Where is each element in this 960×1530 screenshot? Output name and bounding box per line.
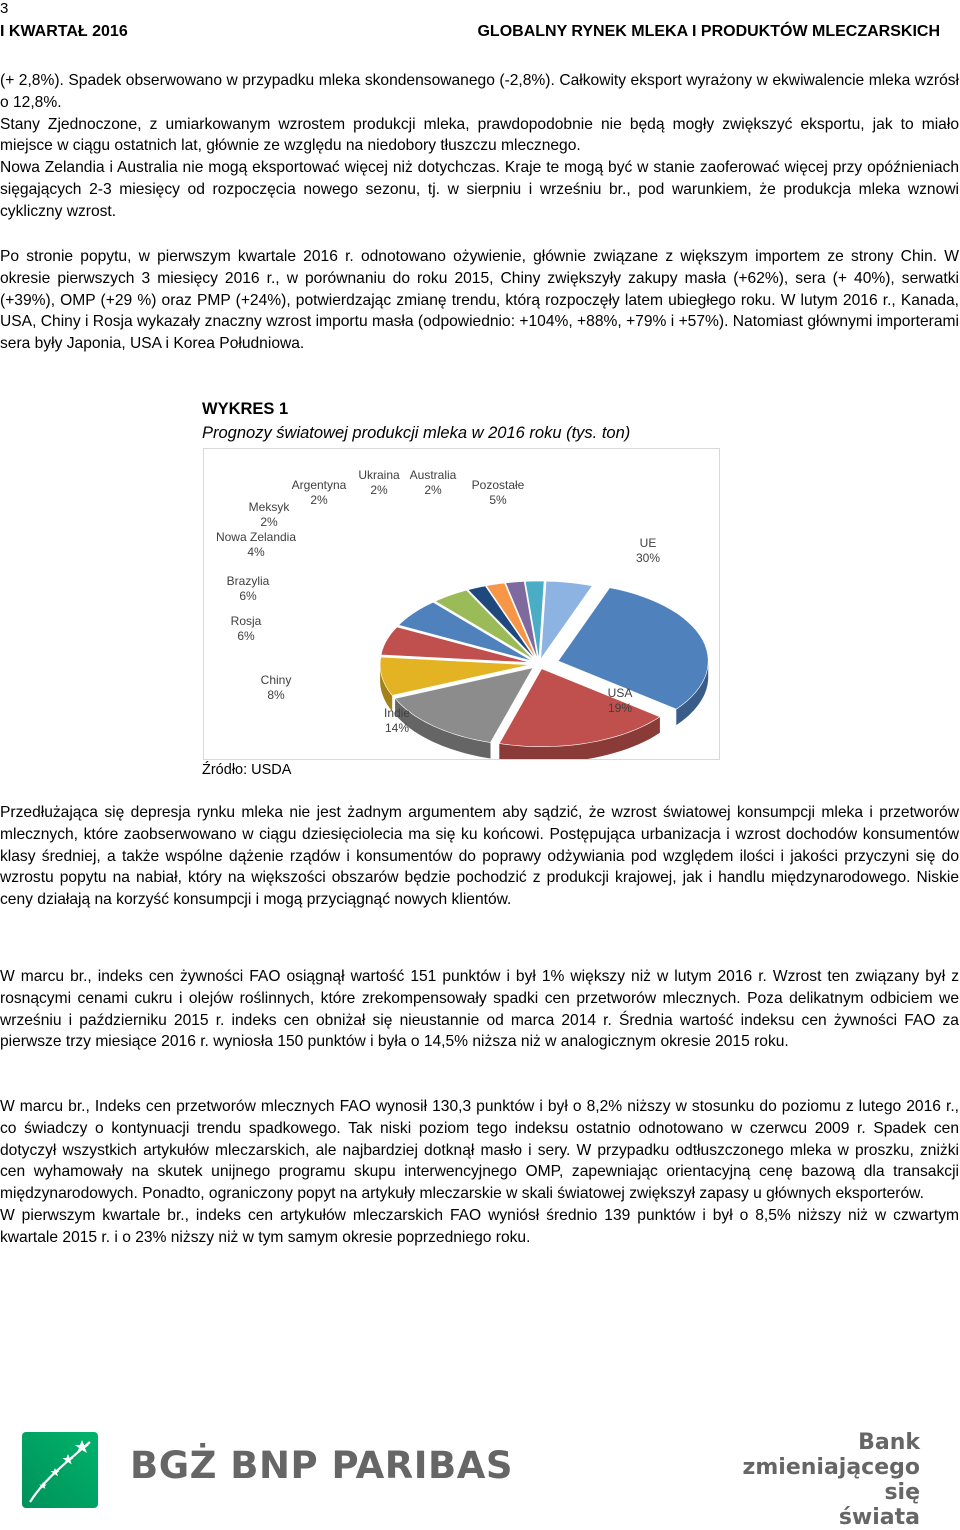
paragraph: Stany Zjednoczone, z umiarkowanym wzrostem produkcji mleka, prawdopodobnie nie będą mogły zwiększyć eksportu, jak to miało miejsce w ciągu ostatnich lat, głównie ze względu na niedobory tłuszczu mlecznego.: [0, 115, 959, 155]
slice-label: Australia: [409, 468, 457, 482]
slogan-line: zmieniającego się: [742, 1455, 920, 1505]
bank-logo: [22, 1432, 514, 1506]
slice-label: Chiny: [260, 673, 292, 687]
paragraph: W marcu br., Indeks cen przetworów mlecznych FAO wynosił 130,3 punktów i był o 8,2% niższy w stosunku do poziomu z lutego 2016 r., co świadczy o kontynuacji trendu spadkowego. Tak niski poziom tego indeksu ostatnio odnotowano w czerwcu 2009 r. Spadek cen dotyczył wszystkich artykułów mleczarskich, ale najbardziej dotknął masło i sery. W przypadku odtłuszczonego mleka w proszku, zniżki cen wyhamowały na skutek unijnego programu skupu interwencyjnego OMP, zapewniając orientacyjną cenę bazową dla transakcji międzynarodowych. Ponadto, ograniczony popyt na artykuły mleczarskie w skali światowej zwiększył zapasy u głównych eksporterów.: [0, 1098, 959, 1203]
slice-percent-label: 2%: [370, 483, 388, 497]
paragraph: (+ 2,8%). Spadek obserwowano w przypadku mleka skondensowanego (-2,8%). Całkowity eksport wyrażony w ekwiwalencie mleka wzrósł o 12,8%.: [0, 72, 959, 111]
paragraph: W marcu br., indeks cen żywności FAO osiągnął wartość 151 punktów i był 1% większy niż w lutym 2016 r. Wzrost ten związany był z rosnącymi cenami cukru i olejów roślinnych, które zrekompensowały spadki cen przetworów mlecznych. Poza delikatnym odbiciem we wrześniu i październiku 2015 r. indeks cen obniżał się nieustannie od marca 2014 r. Średnia wartość indeksu cen żywności FAO za pierwsze trzy miesiące 2016 r. wyniosła 150 punktów i była o 14,5% niższa niż w analogicznym okresie 2015 roku.: [0, 968, 959, 1051]
slice-label: UE: [639, 536, 657, 550]
consumption-text: [0, 802, 959, 911]
slice-label: Nowa Zelandia: [215, 530, 297, 544]
slice-percent-label: 6%: [237, 629, 255, 643]
figure-source: Źródło: USDA: [202, 762, 292, 778]
demand-text: [0, 246, 959, 355]
slice-label: Rosja: [230, 614, 262, 628]
slice-label: Argentyna: [291, 478, 347, 492]
slice-percent-label: 2%: [310, 493, 328, 507]
slice-percent-label: 2%: [424, 483, 442, 497]
bank-name: BGŻ BNP PARIBAS: [130, 1444, 514, 1487]
fao-dairy-index-text: [0, 1096, 959, 1249]
figure-caption: Prognozy światowej produkcji mleka w 2016 roku (tys. ton): [202, 424, 631, 442]
bank-slogan: [700, 1430, 920, 1530]
paragraph: W pierwszym kwartale br., indeks cen artykułów mleczarskich FAO wyniósł średnio 139 punktów i był o 8,5% niższy niż w czwartym kwartale 2015 r. i o 23% niższy niż w tym samym okresie poprzedniego roku.: [0, 1206, 959, 1246]
pie-chart-svg: [204, 449, 719, 759]
slice-percent-label: 2%: [260, 515, 278, 529]
slice-label: USA: [607, 686, 633, 700]
slice-percent-label: 30%: [635, 551, 661, 565]
header-quarter: I KWARTAŁ 2016: [0, 23, 128, 40]
intro-text: [0, 70, 959, 223]
slice-percent-label: 14%: [384, 721, 410, 735]
slice-label: Indie: [383, 706, 411, 720]
slice-label: Meksyk: [248, 500, 290, 514]
paragraph: Po stronie popytu, w pierwszym kwartale 2016 r. odnotowano ożywienie, głównie związane z większym importem ze strony Chin. W okresie pierwszych 3 miesięcy 2016 r., w porównaniu do roku 2015, Chiny zwiększyły zakupy masła (+62%), sera (+ 40%), serwatki (+39%), OMP (+29 %) oraz PMP (+24%), potwierdzając zmianę trendu, którą rozpoczęły latem ubiegłego roku. W lutym 2016 r., Kanada, USA, Chiny i Rosja wykazały znaczny wzrost importu masła (odpowiednio: +104%, +88%, +79% i +57%). Natomiast głównymi importerami sera były Japonia, USA i Korea Południowa.: [0, 248, 959, 353]
pie-chart: [203, 448, 720, 760]
slogan-line: świata: [838, 1505, 920, 1530]
figure-label: WYKRES 1: [202, 400, 289, 418]
slice-percent-label: 8%: [267, 688, 285, 702]
fao-food-index-text: [0, 966, 959, 1053]
slice-label: Pozostałe: [471, 478, 525, 492]
slice-label: Ukraina: [358, 468, 400, 482]
slice-percent-label: 6%: [239, 589, 257, 603]
slogan-line: Bank: [858, 1430, 920, 1455]
header-title: GLOBALNY RYNEK MLEKA I PRODUKTÓW MLECZARSKICH: [477, 23, 940, 40]
slice-percent-label: 4%: [247, 545, 265, 559]
paragraph: Przedłużająca się depresja rynku mleka nie jest żadnym argumentem aby sądzić, że wzrost światowej konsumpcji mleka i przetworów mlecznych, które zaobserwowano w ciągu dziesięciolecia ma się ku końcowi. Postępująca urbanizacja i wzrost dochodów konsumentów klasy średniej, a także wspólne dążenie rządów i konsumentów do poprawy odżywiania pod względem ilości i jakości przyczyni się do wzrostu popytu na nabiał, który na większości obszarów będzie pochodzić z produkcji krajowej, jak i handlu międzynarodowego. Niskie ceny działają na korzyść konsumpcji i mogą przyciągnąć nowych klientów.: [0, 804, 959, 909]
stars-logo-icon: [22, 1432, 98, 1508]
page-number: 3: [0, 0, 9, 17]
slice-percent-label: 5%: [489, 493, 507, 507]
slice-percent-label: 19%: [607, 701, 633, 715]
paragraph: Nowa Zelandia i Australia nie mogą eksportować więcej niż dotychczas. Kraje te mogą być w stanie zaoferować więcej przy opóźnieniach sięgających 2-3 miesięcy od rozpoczęcia nowego sezonu, tj. w sierpniu i wrześniu br., pod warunkiem, że produkcja mleka wznowi cykliczny wzrost.: [0, 159, 959, 220]
slice-label: Brazylia: [226, 574, 270, 588]
